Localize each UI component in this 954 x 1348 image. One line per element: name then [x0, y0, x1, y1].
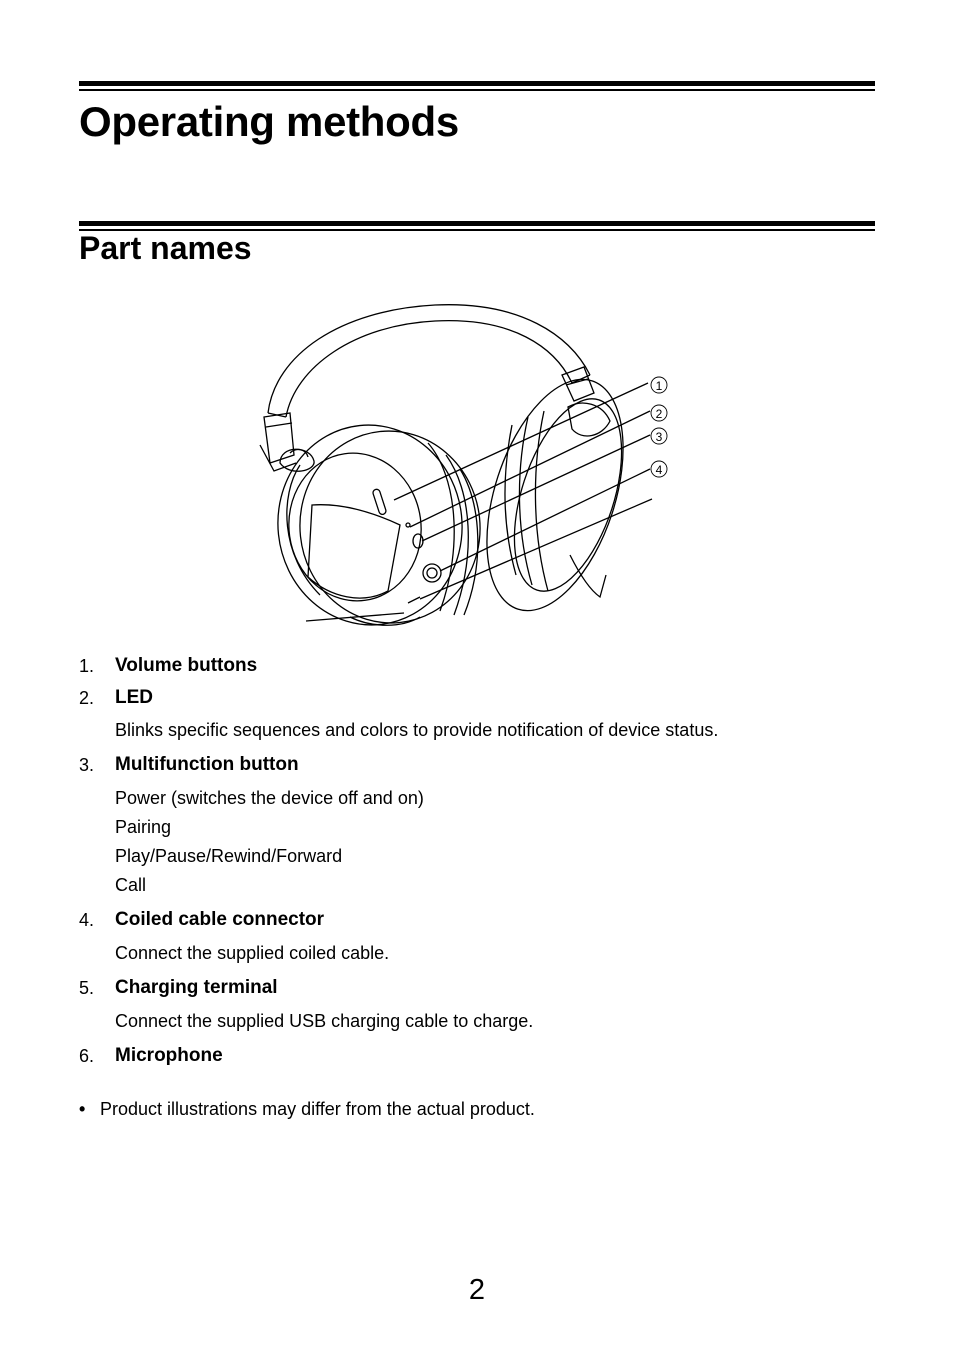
part-name: Microphone [115, 1045, 223, 1066]
page-number: 2 [468, 1274, 486, 1306]
part-name: LED [115, 687, 153, 708]
title-rule [79, 81, 875, 91]
part-description: Pairing [115, 817, 172, 837]
part-description: Connect the supplied coiled cable. [115, 943, 390, 963]
right-hinge [568, 403, 610, 436]
part-name: Charging terminal [115, 977, 278, 998]
svg-text:3: 3 [655, 430, 663, 444]
part-description: Blinks specific sequences and colors to provide notification of device status. [115, 720, 719, 740]
note [79, 1098, 535, 1120]
part-number: 3. [79, 755, 95, 775]
part-list [79, 655, 879, 1067]
part-description: Power (switches the device off and on) [115, 788, 424, 808]
note-text: Product illustrations may differ from the actual product. [100, 1099, 535, 1119]
housing-panel [308, 505, 400, 598]
part-description: Play/Pause/Rewind/Forward [115, 846, 343, 866]
charging-terminal [408, 597, 420, 603]
callout-4 [651, 461, 667, 477]
callout-1 [651, 377, 667, 393]
leader-line-1 [394, 383, 648, 500]
bullet: • [79, 1099, 86, 1119]
multifunction-button [413, 534, 423, 548]
section-title: Part names [79, 230, 252, 266]
part-item-charging-terminal [79, 977, 879, 1032]
part-item-multifunction-button [79, 754, 879, 896]
part-item-microphone [79, 1045, 879, 1067]
headphones-drawing [250, 295, 680, 640]
part-number: 1. [79, 656, 95, 676]
headphones-illustration [250, 295, 680, 640]
volume-buttons [372, 488, 387, 515]
part-item-led [79, 687, 879, 741]
headband-inner [286, 321, 572, 417]
svg-text:4: 4 [655, 463, 663, 477]
part-name: Volume buttons [115, 655, 258, 676]
svg-text:2: 2 [655, 407, 663, 421]
part-number: 5. [79, 978, 95, 998]
part-item-coiled-cable-connector [79, 909, 879, 964]
part-number: 2. [79, 688, 95, 708]
svg-text:1: 1 [655, 379, 663, 393]
right-cushion [461, 362, 649, 627]
callout-3 [651, 428, 667, 444]
coiled-cable-connector [423, 564, 441, 582]
part-description: Call [115, 875, 147, 895]
left-slider [264, 413, 294, 463]
part-name: Multifunction button [115, 754, 299, 775]
led [406, 523, 410, 527]
left-hinge [280, 449, 314, 471]
part-name: Coiled cable connector [115, 909, 325, 930]
part-number: 4. [79, 910, 95, 930]
part-description: Connect the supplied USB charging cable to charge. [115, 1011, 534, 1031]
part-number: 6. [79, 1046, 95, 1066]
part-item-volume-buttons [79, 655, 879, 677]
page-title: Operating methods [79, 98, 459, 145]
callout-2 [651, 405, 667, 421]
